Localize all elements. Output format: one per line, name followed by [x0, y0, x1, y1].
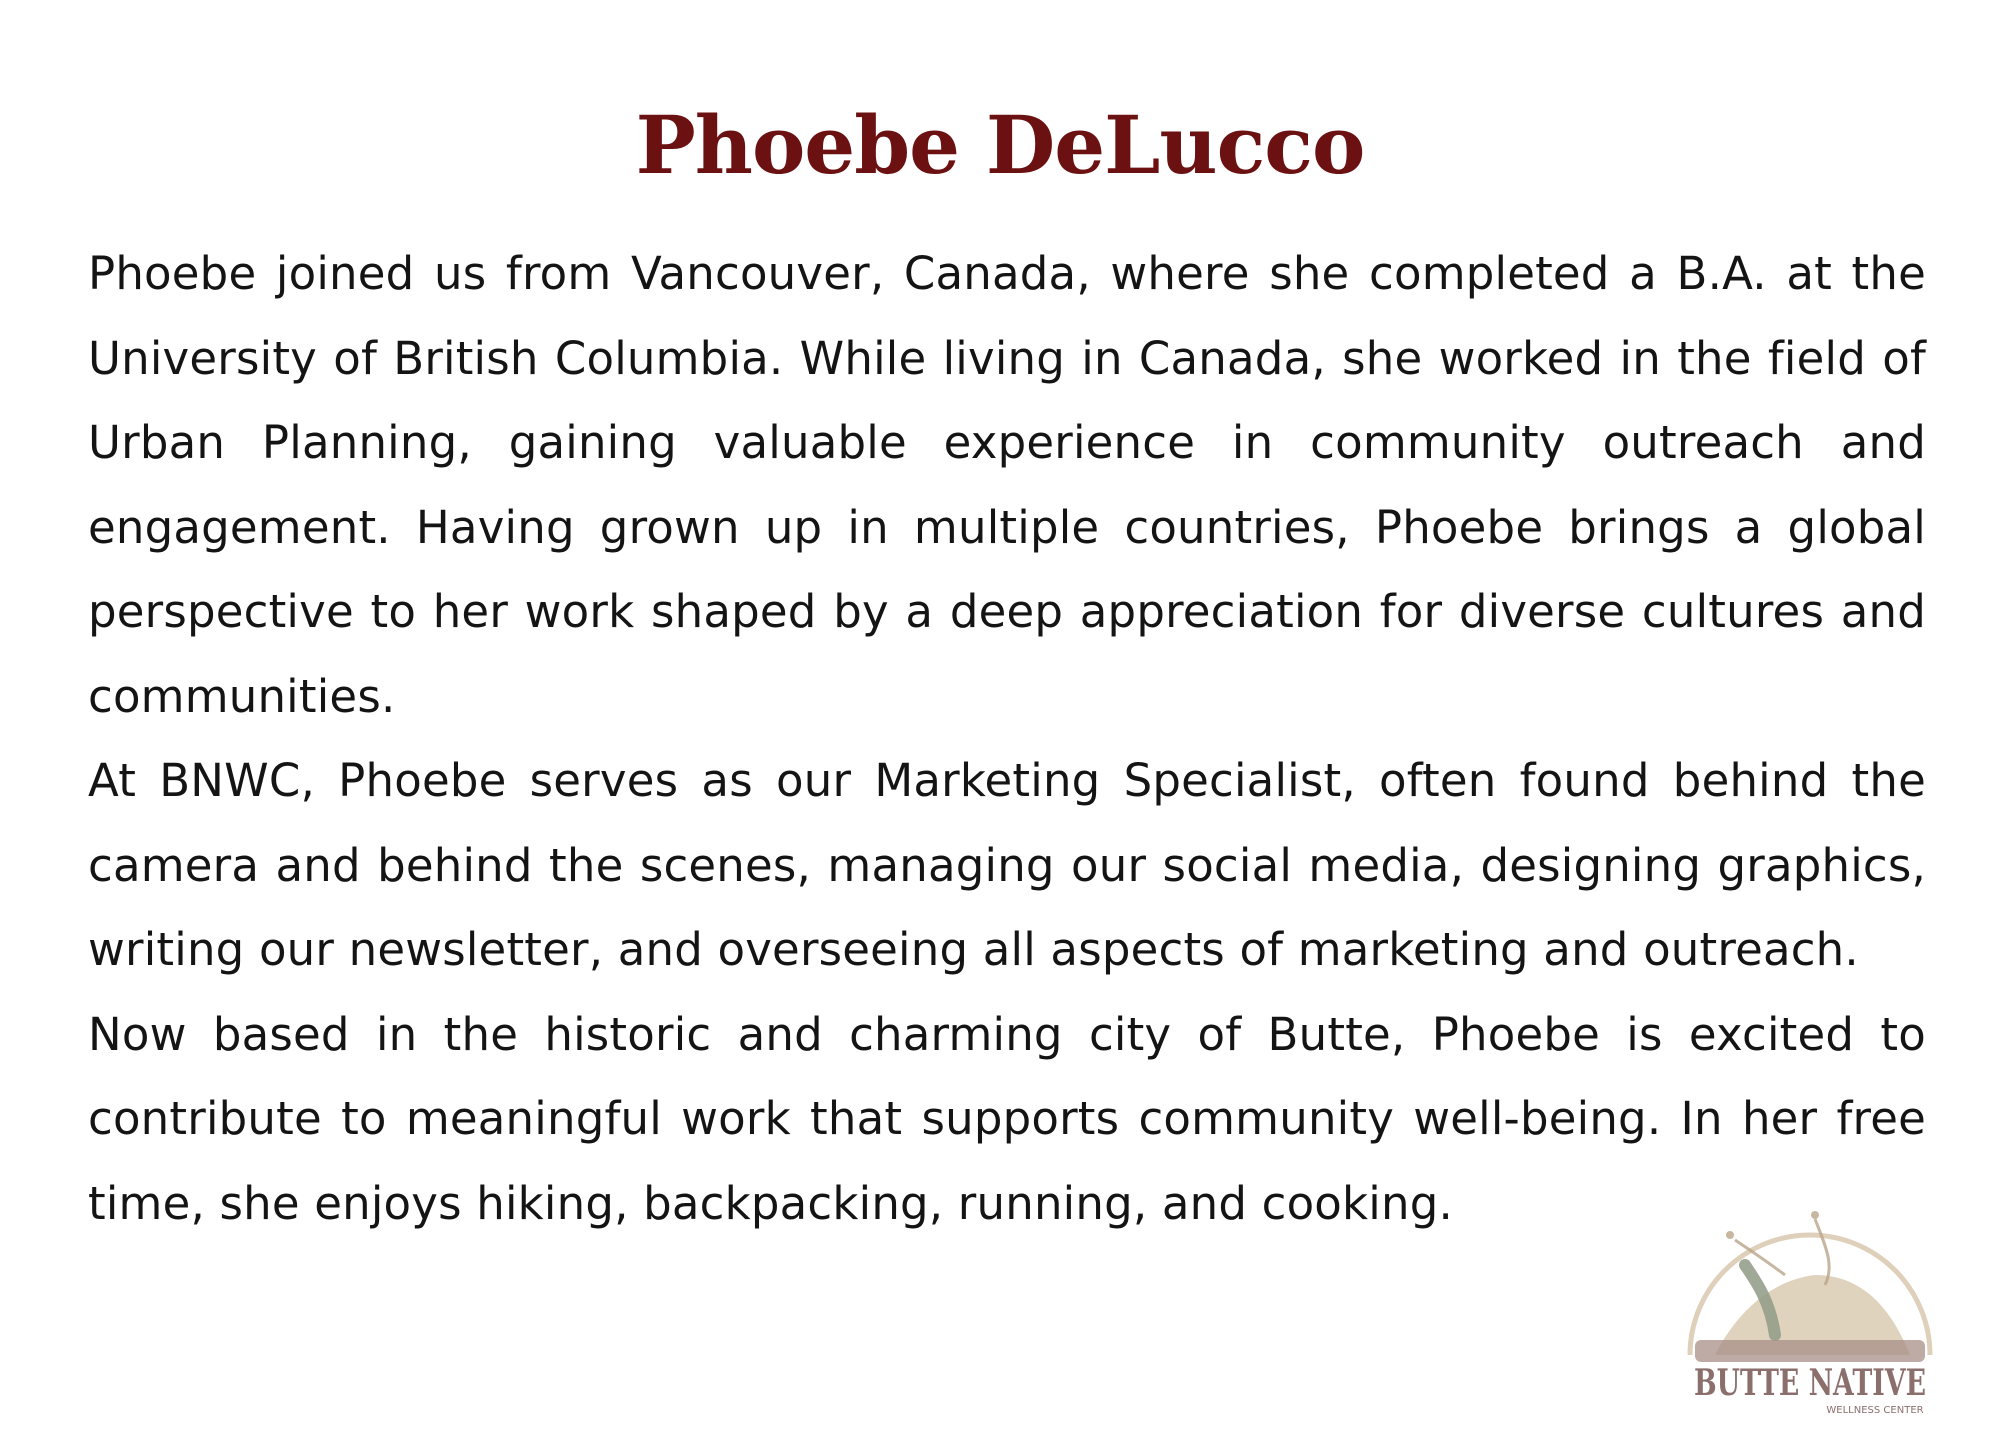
bio-text: [88, 232, 1926, 1246]
page-title: Phoebe DeLucco: [635, 98, 1365, 192]
butte-native-logo: [1675, 1205, 1945, 1420]
logo-wordmark: BUTTE NATIVE: [1694, 1362, 1926, 1404]
bio-paragraph-1: Phoebe joined us from Vancouver, Canada, where she completed a B.A. at the University of British Columbia. While living in Canada, she worked in the field of Urban Planning, gaining valuable experience in community outreach and engagement. Having grown up in multiple countries, Phoebe brings a global perspective to her work shaped by a deep appreciation for diverse cultures and communities.: [88, 247, 1926, 723]
bio-paragraph-2: At BNWC, Phoebe serves as our Marketing Specialist, often found behind the camera and behind the scenes, managing our social media, designing graphics, writing our newsletter, and overseeing all aspects of marketing and outreach.: [88, 754, 1926, 976]
bio-paragraph-3: Now based in the historic and charming city of Butte, Phoebe is excited to contribute to meaningful work that supports community well-being. In her free time, she enjoys hiking, backpacking, running, and cooking.: [88, 1007, 1926, 1230]
logo-subtitle: WELLNESS CENTER: [1826, 1405, 1924, 1416]
